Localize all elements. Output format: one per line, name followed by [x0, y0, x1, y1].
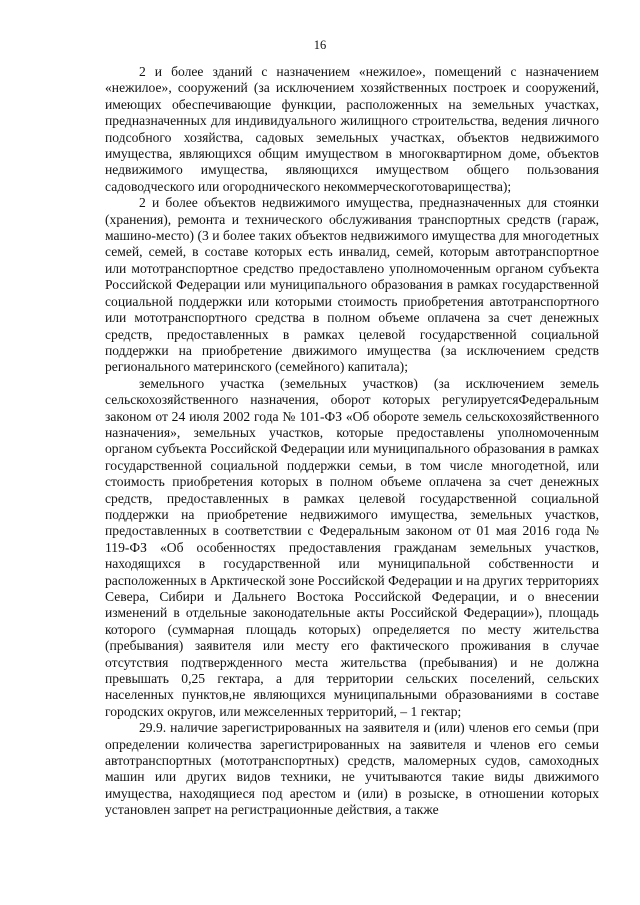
- paragraph-29-9-registered-vehicles: 29.9. наличие зарегистрированных на заявителя и (или) членов его семьи (при определении количества зарегистрированных на заявителя и членов его семьи автотранспортных (мототранспортных) средств, маломерных судов, самоходных машин или других видов техники, не учитываются такие виды движимого имущества, находящиеся под арестом и (или) в розыске, в отношении которых установлен запрет на регистрационные действия, а также: [105, 720, 599, 818]
- document-body: [105, 64, 599, 819]
- paragraph-nonresidential-buildings: 2 и более зданий с назначением «нежилое», помещений с назначением «нежилое», сооружений (за исключением хозяйственных построек и сооружений, имеющих обеспечивающие функции, расположенных на земельных участках, предназначенных для индивидуального жилищного строительства, ведения личного подсобного хозяйства, садовых земельных участках, объектов недвижимого имущества, являющихся общим имуществом в многоквартирном доме, объектов недвижимого имущества, являющихся имуществом общего пользования садоводческого или огороднического некоммерческоготоварищества);: [105, 64, 599, 194]
- paragraph-vehicle-storage-objects: 2 и более объектов недвижимого имущества, предназначенных для стоянки (хранения), ремонта и технического обслуживания транспортных средств (гараж, машино-место) (3 и более таких объектов недвижимого имущества для многодетных семей, семей, в составе которых есть инвалид, семей, которым автотранспортное или мототранспортное средство предоставлено уполномоченным органом субъекта Российской Федерации или муниципального образования в рамках государственной социальной поддержки или которыми стоимость приобретения автотранспортного или мототранспортного средства в полном объеме оплачена за счет денежных средств, предоставленных в рамках целевой государственной социальной поддержки на приобретение движимого имущества (за исключением средств регионального материнского (семейного) капитала);: [105, 195, 599, 375]
- paragraph-land-plot: земельного участка (земельных участков) (за исключением земель сельскохозяйственного назначения, оборот которых регулируетсяФедеральным законом от 24 июля 2002 года № 101-ФЗ «Об обороте земель сельскохозяйственного назначения», земельных участков, которые предоставлены уполномоченным органом субъекта Российской Федерации или муниципального образования в рамках государственной социальной поддержки семьи, в том числе многодетной, или стоимость приобретения которых в полном объеме оплачена за счет денежных средств, предоставленных в рамках целевой государственной социальной поддержки на приобретение недвижимого имущества, земельных участков, предоставленных в соответствии с Федеральным законом от 01 мая 2016 года № 119-ФЗ «Об особенностях предоставления гражданам земельных участков, находящихся в государственной или муниципальной собственности и расположенных в Арктической зоне Российской Федерации и на других территориях Севера, Сибири и Дальнего Востока Российской Федерации, и о внесении изменений в отдельные законодательные акты Российской Федерации»), площадь которого (суммарная площадь которых) определяется по месту жительства (пребывания) заявителя или месту его фактического проживания в случае отсутствия подтвержденного места жительства (пребывания) и не должна превышать 0,25 гектара, а для территории сельских поселений, сельских населенных пунктов,не являющихся муниципальными образованиями в составе городских округов, или межселенных территорий, – 1 гектар;: [105, 375, 599, 719]
- page-number: 16: [313, 38, 327, 52]
